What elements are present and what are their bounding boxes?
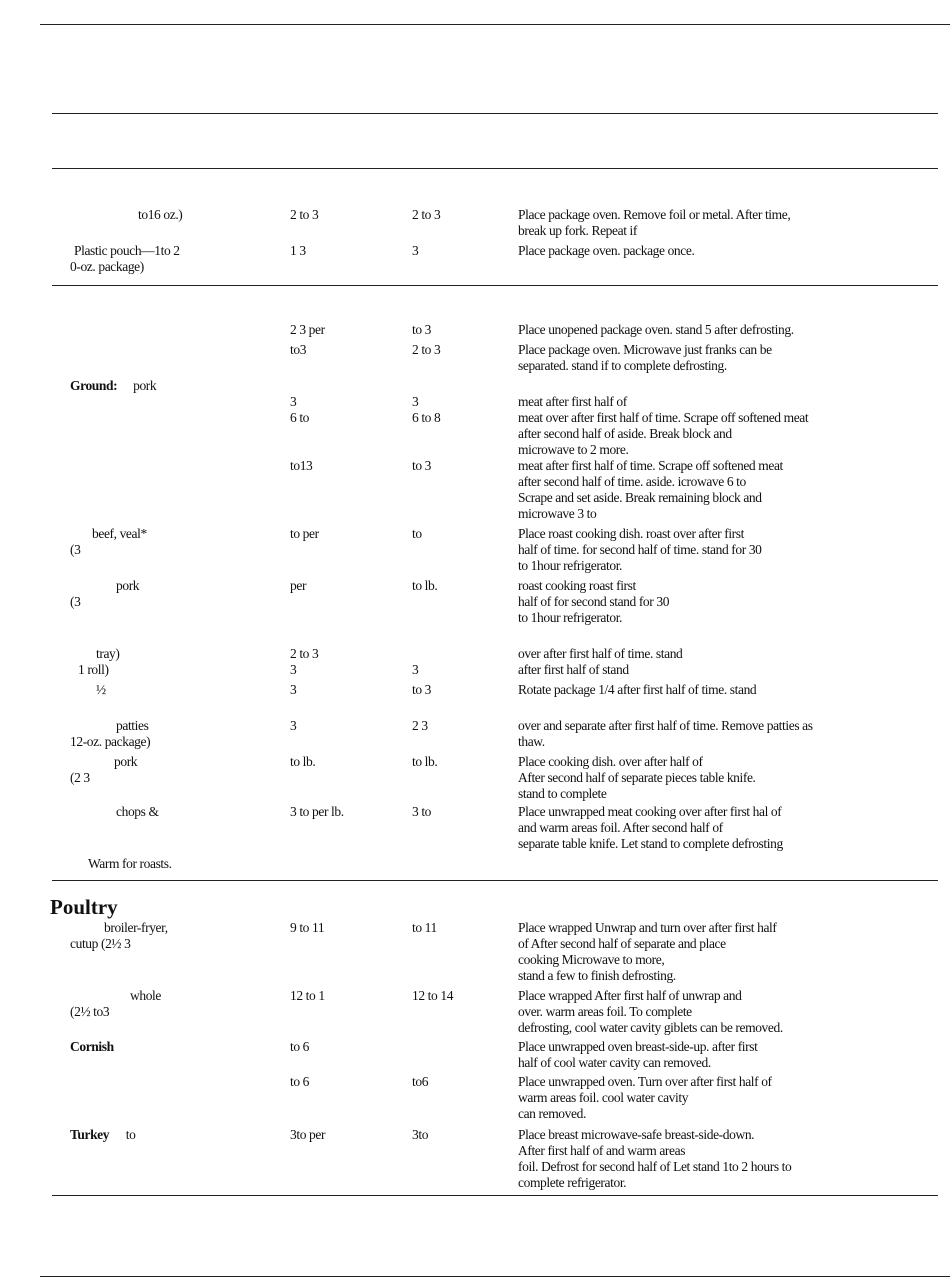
row-time-2: to 11 — [412, 920, 437, 935]
row-directions-line: after second half of time. aside. icrowave 6 to — [518, 474, 746, 489]
row-directions-line: Place wrapped After first half of unwrap and — [518, 988, 742, 1003]
row-time-2: 3to — [412, 1127, 429, 1142]
row-time-2: to lb. — [412, 578, 438, 593]
row-directions-line: meat over after first half of time. Scrape off softened meat — [518, 410, 809, 425]
row-directions-line: Place wrapped Unwrap and turn over after first half — [518, 920, 777, 935]
row-directions-line: cooking Microwave to more, — [518, 952, 665, 967]
row-food: pork — [116, 578, 140, 593]
row-directions-line: stand to complete — [518, 786, 607, 801]
row-directions-line: stand a few to finish defrosting. — [518, 968, 676, 983]
row-directions-line: Place unopened package oven. stand 5 after defrosting. — [518, 322, 794, 337]
row-food-line-2: 0-oz. package) — [70, 259, 144, 274]
header-rule-bottom — [52, 168, 938, 169]
row-food-line-2: (2½ to3 — [70, 1004, 110, 1019]
row-time-2: 2 to 3 — [412, 342, 441, 357]
row-food: 1 roll) — [78, 662, 109, 677]
row-time-1: 2 3 per — [290, 322, 325, 337]
row-time-2: 12 to 14 — [412, 988, 454, 1003]
row-food: patties — [116, 718, 149, 733]
row-directions-line: microwave 3 to — [518, 506, 597, 521]
row-directions-line: defrosting, cool water cavity giblets can be removed. — [518, 1020, 783, 1035]
row-time-1: 3 — [290, 682, 297, 697]
row-time-2: to 3 — [412, 458, 432, 473]
row-directions-line: and warm areas foil. After second half of — [518, 820, 723, 835]
row-time-2: 3 — [412, 394, 419, 409]
row-directions-line: to 1hour refrigerator. — [518, 610, 623, 625]
row-time-1: 2 to 3 — [290, 646, 319, 661]
row-directions-line: foil. Defrost for second half of Let stand 1to 2 hours to — [518, 1159, 792, 1174]
row-food: pork — [114, 754, 138, 769]
row-directions-line: Place breast microwave-safe breast-side-down. — [518, 1127, 755, 1142]
section-rule-1 — [52, 285, 938, 286]
row-directions-line: half of time. for second half of time. stand for 30 — [518, 542, 762, 557]
table-bottom-rule — [52, 1195, 938, 1196]
row-directions-line: to 1hour refrigerator. — [518, 558, 623, 573]
row-directions-line: after second half of aside. Break block and — [518, 426, 732, 441]
header-rule-top — [52, 113, 938, 114]
row-directions-line: roast cooking roast first — [518, 578, 636, 593]
row-food: to — [125, 1127, 136, 1142]
row-directions-line: Place cooking dish. over after half of — [518, 754, 703, 769]
row-time-1: to3 — [290, 342, 307, 357]
row-time-1: 3 to per lb. — [290, 804, 344, 819]
row-directions-line: Scrape and set aside. Break remaining block and — [518, 490, 762, 505]
row-food: Warm for roasts. — [88, 856, 172, 871]
row-food-bold: Ground: — [70, 378, 118, 393]
row-time-1: per — [290, 578, 307, 593]
row-directions-line: thaw. — [518, 734, 545, 749]
row-time-2: to — [412, 526, 422, 541]
row-directions-line: break up fork. Repeat if — [518, 223, 637, 238]
row-time-1: 3 — [290, 394, 297, 409]
row-directions-line: of After second half of separate and place — [518, 936, 726, 951]
row-directions-line: Place roast cooking dish. roast over after first — [518, 526, 744, 541]
row-directions-line: half of for second stand for 30 — [518, 594, 670, 609]
row-food: whole — [130, 988, 161, 1003]
row-time-1: 9 to 11 — [290, 920, 325, 935]
row-food: tray) — [96, 646, 120, 661]
row-time-2: to lb. — [412, 754, 438, 769]
row-directions-line: over and separate after first half of time. Remove patties as — [518, 718, 813, 733]
row-time-1: 3 — [290, 662, 297, 677]
row-directions-line: separate table knife. Let stand to complete defrosting — [518, 836, 783, 851]
row-time-2: 3 — [412, 243, 419, 258]
section-heading-poultry: Poultry — [50, 895, 118, 919]
row-directions-line: complete refrigerator. — [518, 1175, 627, 1190]
row-time-2: to 3 — [412, 322, 432, 337]
row-directions-line: Place package oven. package once. — [518, 243, 695, 258]
row-time-1: to lb. — [290, 754, 316, 769]
row-time-1: 3 — [290, 718, 297, 733]
row-directions-line: Place unwrapped meat cooking over after first hal of — [518, 804, 782, 819]
row-time-2: 3 — [412, 662, 419, 677]
row-directions-line: after first half of stand — [518, 662, 629, 677]
row-directions-line: separated. stand if to complete defrosting. — [518, 358, 727, 373]
row-time-1: to13 — [290, 458, 313, 473]
row-food: pork — [133, 378, 157, 393]
row-food-line-2: 12-oz. package) — [70, 734, 151, 749]
row-food-line-2: (3 — [70, 594, 81, 609]
row-time-1: 2 to 3 — [290, 207, 319, 222]
row-directions-line: half of cool water cavity can removed. — [518, 1055, 711, 1070]
row-time-2: 6 to 8 — [412, 410, 441, 425]
row-food: broiler-fryer, — [104, 920, 168, 935]
row-directions-line: meat after first half of — [518, 394, 627, 409]
row-time-1: 12 to 1 — [290, 988, 325, 1003]
row-time-1: to 6 — [290, 1074, 310, 1089]
row-food: to16 oz.) — [138, 207, 183, 222]
row-time-2: to6 — [412, 1074, 429, 1089]
row-time-1: to 6 — [290, 1039, 310, 1054]
row-time-1: to per — [290, 526, 319, 541]
row-food-bold: Cornish — [70, 1039, 114, 1054]
row-time-2: to 3 — [412, 682, 432, 697]
row-food: Plastic pouch—1to 2 — [74, 243, 180, 258]
top-rule — [40, 24, 950, 25]
row-food-bold: Turkey — [70, 1127, 110, 1142]
row-directions-line: microwave to 2 more. — [518, 442, 629, 457]
row-directions-line: over after first half of time. stand — [518, 646, 683, 661]
row-time-1: 3to per — [290, 1127, 326, 1142]
row-time-1: 1 3 — [290, 243, 306, 258]
row-directions-line: After first half of and warm areas — [518, 1143, 686, 1158]
row-food: chops & — [116, 804, 159, 819]
row-food: beef, veal* — [92, 526, 147, 541]
row-food-line-2: cutup (2½ 3 — [70, 936, 131, 951]
row-directions-line: meat after first half of time. Scrape off softened meat — [518, 458, 783, 473]
row-time-2: 2 3 — [412, 718, 428, 733]
row-directions-line: Place unwrapped oven breast-side-up. after first — [518, 1039, 758, 1054]
section-rule-2 — [52, 880, 938, 881]
row-time-2: 3 to — [412, 804, 432, 819]
row-directions-line: Rotate package 1/4 after first half of time. stand — [518, 682, 757, 697]
row-directions-line: After second half of separate pieces table knife. — [518, 770, 756, 785]
row-food-line-2: (3 — [70, 542, 81, 557]
row-directions-line: Place package oven. Remove foil or metal. After time, — [518, 207, 791, 222]
page-bottom-rule — [40, 1276, 950, 1277]
row-directions-line: warm areas foil. cool water cavity — [518, 1090, 689, 1105]
row-directions-line: Place unwrapped oven. Turn over after first half of — [518, 1074, 772, 1089]
row-time-2: 2 to 3 — [412, 207, 441, 222]
row-directions-line: can removed. — [518, 1106, 586, 1121]
row-food-line-2: (2 3 — [70, 770, 90, 785]
row-directions-line: Place package oven. Microwave just franks can be — [518, 342, 772, 357]
row-time-1: 6 to — [290, 410, 310, 425]
row-directions-line: over. warm areas foil. To complete — [518, 1004, 692, 1019]
row-food: ½ — [96, 682, 106, 697]
